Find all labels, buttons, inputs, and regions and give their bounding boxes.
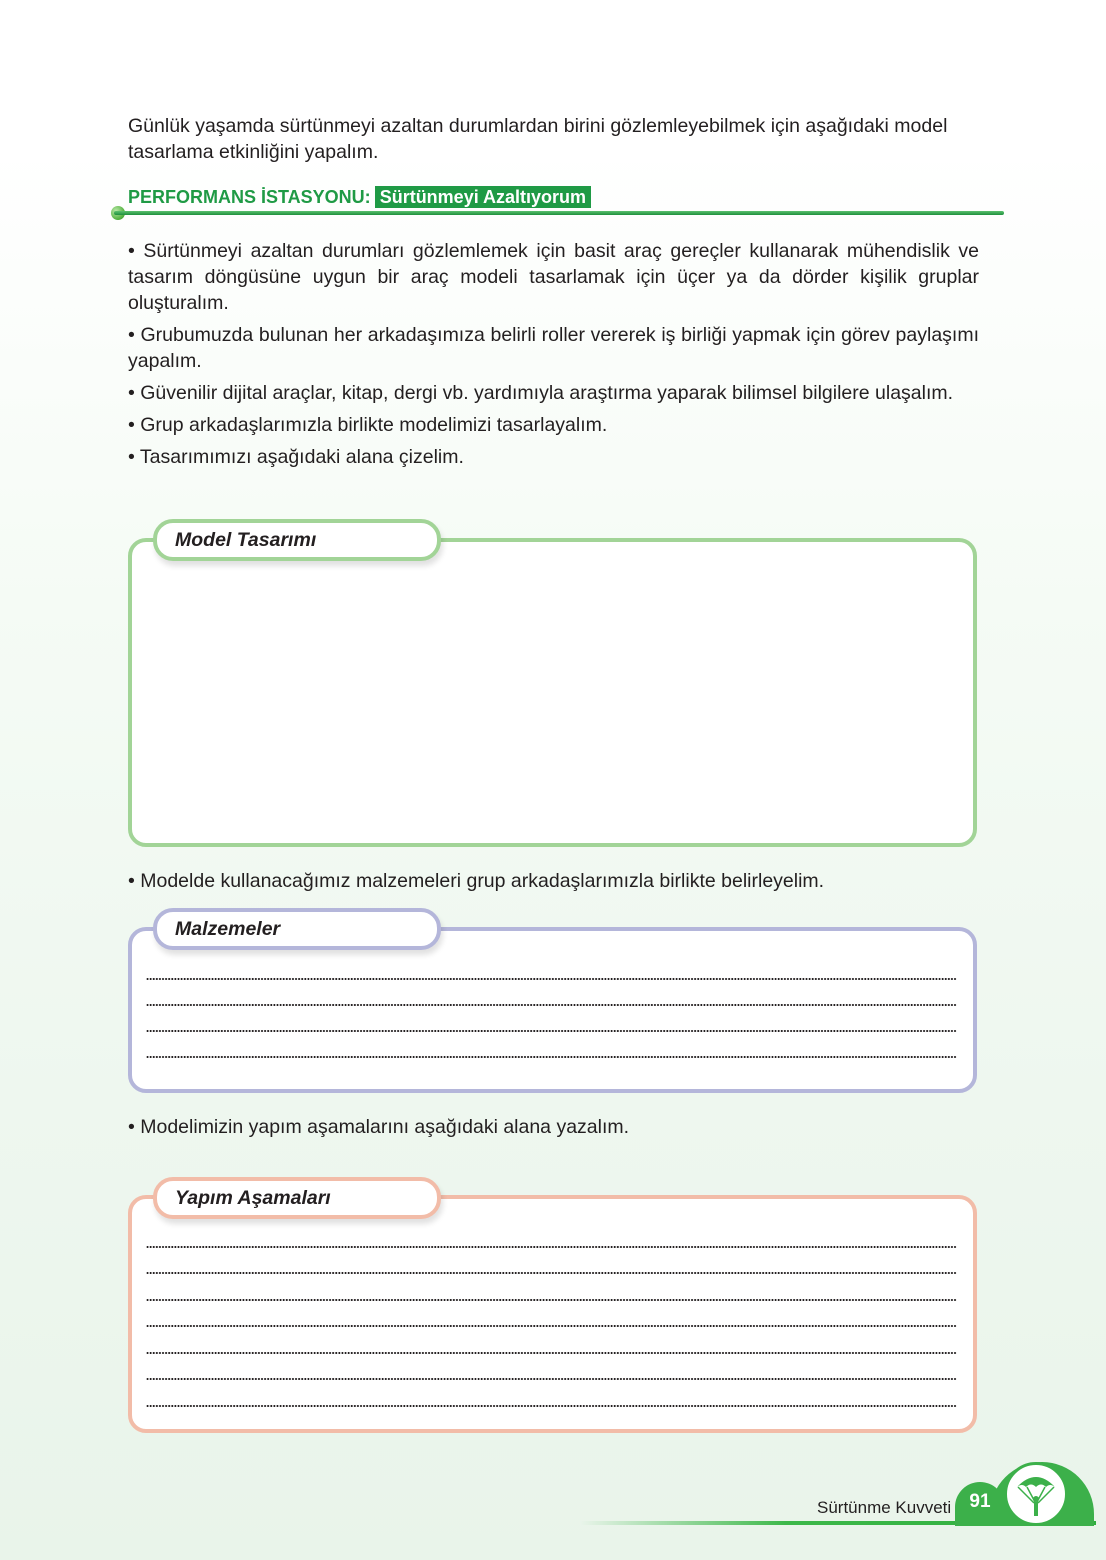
station-label: PERFORMANS İSTASYONU: <box>128 186 371 207</box>
instruction-item: • Güvenilir dijital araçlar, kitap, dergi vb. yardımıyla araştırma yaparak bilimsel bilgilere ulaşalım. <box>128 382 954 404</box>
page-number: 91 <box>969 1491 991 1512</box>
model-design-drawing-area[interactable] <box>128 538 977 847</box>
steps-writing-line[interactable] <box>146 1405 957 1407</box>
heading-divider <box>114 211 1004 215</box>
steps-writing-line[interactable] <box>146 1272 957 1274</box>
materials-prompt: • Modelde kullanacağımız malzemeleri grup arkadaşlarımızla birlikte belirleyelim. <box>128 870 825 892</box>
steps-writing-line[interactable] <box>146 1378 957 1380</box>
steps-writing-line[interactable] <box>146 1246 957 1248</box>
steps-writing-line[interactable] <box>146 1299 957 1301</box>
instruction-item: • Grubumuzda bulunan her arkadaşımıza belirli roller vererek iş birliği yapmak için görev paylaşımı yapalım. <box>128 324 979 372</box>
instruction-item: • Grup arkadaşlarımızla birlikte modelimizi tasarlayalım. <box>128 414 608 436</box>
instruction-item: • Tasarımımızı aşağıdaki alana çizelim. <box>128 446 464 468</box>
instruction-list <box>128 238 979 476</box>
materials-writing-line[interactable] <box>146 1004 957 1006</box>
instruction-item: • Sürtünmeyi azaltan durumları gözlemlemek için basit araç gereçler kullanarak mühendislik ve tasarım döngüsüne uygun bir araç modeli tasarlamak için üçer ya da dörder kişilik gruplar oluşturalım. <box>128 240 979 314</box>
model-design-title: Model Tasarımı <box>153 519 441 561</box>
parachute-icon <box>1004 1462 1068 1526</box>
materials-writing-line[interactable] <box>146 1056 957 1058</box>
materials-writing-area[interactable] <box>128 927 977 1093</box>
chapter-title: Sürtünme Kuvveti <box>817 1498 952 1517</box>
steps-writing-line[interactable] <box>146 1325 957 1327</box>
intro-paragraph: Günlük yaşamda sürtünmeyi azaltan durumlardan birini gözlemleyebilmek için aşağıdaki model tasarlama etkinliğini yapalım. <box>128 115 948 163</box>
steps-prompt: • Modelimizin yapım aşamalarını aşağıdaki alana yazalım. <box>128 1116 630 1138</box>
performance-station-heading <box>128 186 591 208</box>
construction-steps-writing-area[interactable] <box>128 1195 977 1433</box>
construction-steps-title: Yapım Aşamaları <box>153 1177 441 1219</box>
station-tag: Sürtünmeyi Azaltıyorum <box>375 186 591 208</box>
materials-writing-line[interactable] <box>146 978 957 980</box>
materials-title: Malzemeler <box>153 908 441 950</box>
materials-writing-line[interactable] <box>146 1030 957 1032</box>
steps-writing-line[interactable] <box>146 1352 957 1354</box>
